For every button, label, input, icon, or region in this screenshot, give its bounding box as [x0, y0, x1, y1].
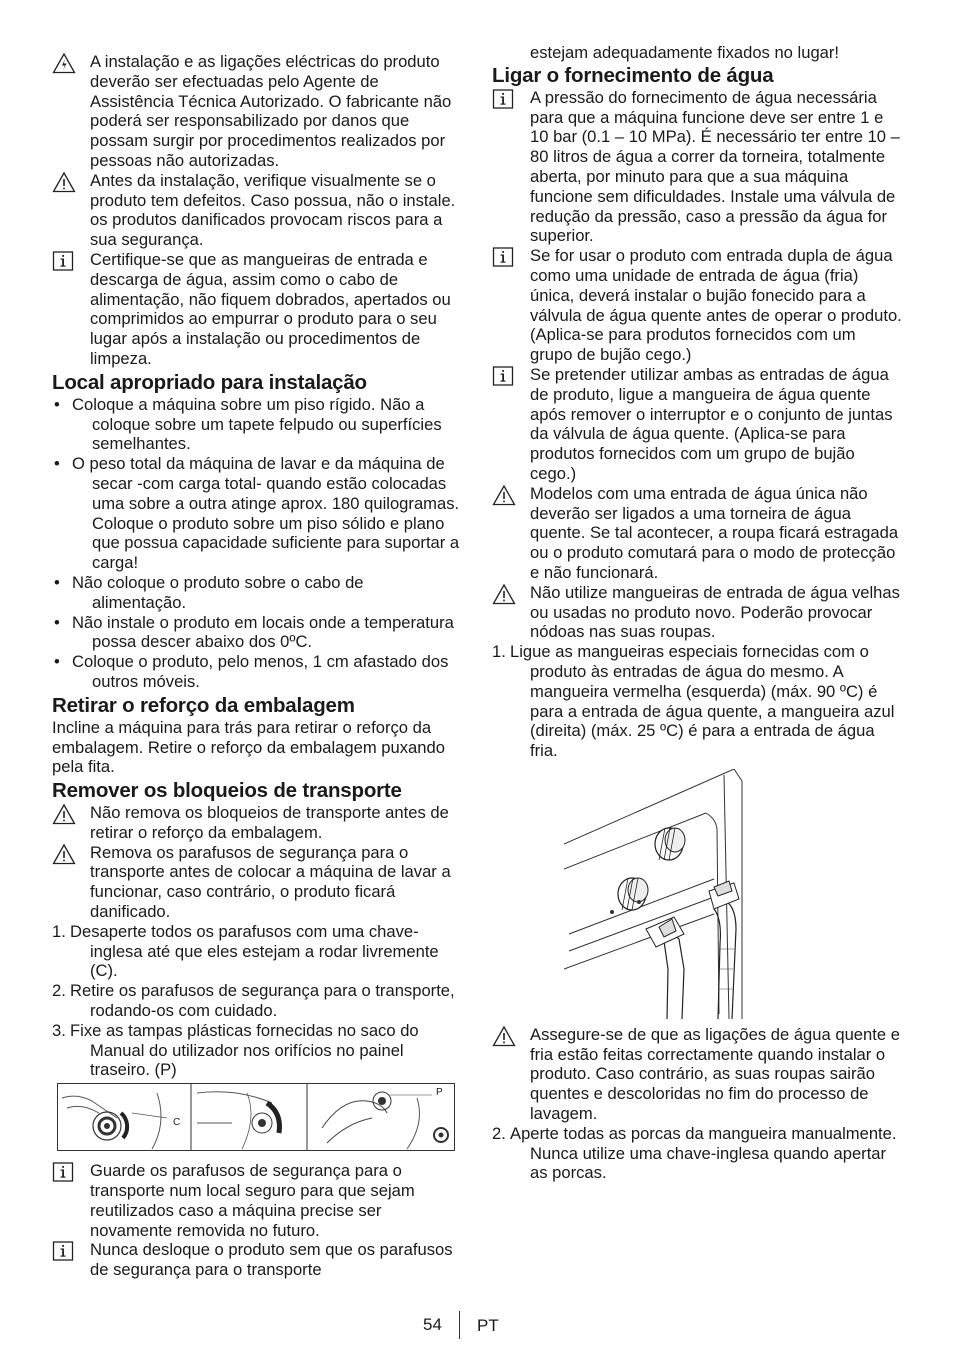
info-both-inlets [492, 365, 902, 484]
warning-text: Modelos com uma entrada de água única não deverão ser ligados a uma torneira de água quente. Se tal acontecer, a roupa ficará estragada ou o produto comutará para o modo de protecção e não funcionará. [530, 483, 899, 582]
info-dual-inlet [492, 246, 902, 365]
warning-text: Assegure-se de que as ligações de água quente e fria estão feitas correctamente quando instalar o produto. Caso contrário, as suas roupas sairão quentes e descoloridas no fim do processo de lavagem. [530, 1024, 900, 1124]
info-never-move [52, 1240, 462, 1280]
warning-bloqueios-1 [52, 803, 462, 843]
warning-icon [492, 1025, 530, 1047]
left-column [52, 52, 462, 1280]
step-item: 3. Fixe as tampas plásticas fornecidas no saco do Manual do utilizador nos orifícios no painel traseiro. (P) [52, 1020, 419, 1080]
list-item: • Coloque o produto, pelo menos, 1 cm afastado dos outros móveis. [54, 652, 449, 691]
step-item: 2. Retire os parafusos de segurança para o transporte, rodando-os com cuidado. [52, 981, 455, 1021]
info-icon [492, 365, 530, 387]
figure-label-c: C [173, 1117, 181, 1129]
info-text: Certifique-se que as mangueiras de entrada e descarga de água, assim como o cabo de alimentação, não fiquem dobrados, apertados ou comprimidos ao empurrar o produto para o seu lugar após a instalação ou procedimentos de limpeza. [90, 249, 451, 368]
step-item: 1. Desaperte todos os parafusos com uma chave-inglesa até que eles estejam a rodar livremente (C). [52, 921, 439, 981]
warning-bloqueios-2 [52, 843, 462, 922]
warning-lightning-icon [52, 52, 90, 74]
info-text: Se for usar o produto com entrada dupla de água como uma unidade de entrada de água (fria) única, deverá instalar o bujão fonecido para a válvula de água quente antes de operar o produto. (Aplica-se para produtos fornecidos com um grupo de bujão cego.) [530, 246, 902, 365]
warning-inspect [52, 171, 462, 250]
info-pressure [492, 88, 902, 246]
info-icon [492, 246, 530, 268]
heading-local: Local apropriado para instalação [52, 370, 367, 394]
heading-agua: Ligar o fornecimento de água [492, 63, 774, 87]
info-text: Guarde os parafusos de segurança para o transporte num local seguro para que sejam reutilizados caso a máquina precise ser novamente removida no futuro. [90, 1161, 415, 1240]
warning-text: Não utilize mangueiras de entrada de água velhas ou usadas no produto novo. Poderão provocar nódoas nas suas roupas. [530, 582, 900, 642]
reforco-text: Incline a máquina para trás para retirar o reforço da embalagem. Retire o reforço da embalagem puxando pela fita. [52, 717, 445, 777]
water-hoses-figure [564, 769, 744, 1019]
warning-text: A instalação e as ligações eléctricas do produto deverão ser efectuadas pelo Agente de Assistência Técnica Autorizado. O fabricante não poderá ser responsabilizado por danos que possam surgir por procedimentos realizados por pessoas não autorizadas. [90, 52, 452, 170]
info-text: Nunca desloque o produto sem que os parafusos de segurança para o transporte [90, 1240, 453, 1280]
warning-single-inlet [492, 484, 902, 583]
heading-bloqueios: Remover os bloqueios de transporte [52, 779, 402, 803]
continued-text: estejam adequadamente fixados no lugar! [530, 43, 840, 62]
info-store-bolts [52, 1161, 462, 1240]
warning-text: Não remova os bloqueios de transporte antes de retirar o reforço da embalagem. [90, 803, 449, 842]
heading-reforco: Retirar o reforço da embalagem [52, 693, 355, 717]
info-icon [52, 250, 90, 272]
page-footer [0, 1315, 954, 1339]
info-icon [52, 1240, 90, 1262]
transport-bolts-figure [57, 1083, 455, 1151]
step-item: 1. Ligue as mangueiras especiais fornecidas com o produto às entradas de água do mesmo. A mangueira vermelha (esquerda) (máx. 90 ºC) é para a entrada de água quente, a mangueira azul (direita) (máx. 25 ºC) é para a entrada de água fria. [492, 642, 895, 761]
warning-installation [52, 52, 462, 171]
warning-icon [492, 583, 530, 605]
warning-text: Antes da instalação, verifique visualmente se o produto tem defeitos. Caso possua, não o instale. os produtos danificados provocam riscos para a sua segurança. [90, 170, 456, 250]
info-icon [52, 1161, 90, 1183]
warning-text: Remova os parafusos de segurança para o transporte antes de colocar a máquina de lavar a funcionar, caso contrário, o produto ficará danificado. [90, 842, 451, 922]
warning-icon [52, 171, 90, 193]
warning-icon [52, 803, 90, 825]
language-code: PT [477, 1316, 499, 1335]
right-column [492, 43, 902, 1183]
warning-icon [52, 843, 90, 865]
warning-old-hoses [492, 583, 902, 642]
list-item: • Coloque a máquina sobre um piso rígido. Não a coloque sobre um tapete felpudo ou superfícies semelhantes. [54, 394, 442, 454]
list-item: • Não instale o produto em locais onde a temperatura possa descer abaixo dos 0ºC. [54, 612, 454, 652]
info-hoses [52, 250, 462, 369]
warning-icon [492, 484, 530, 506]
footer-divider [459, 1311, 460, 1339]
list-item: • O peso total da máquina de lavar e da máquina de secar -com carga total- quando estão colocadas uma sobre a outra atinge aprox. 180 quilogramas. Coloque o produto sobre um piso sólido e plano que possua capacidade suficiente para suportar a carga! [54, 454, 460, 573]
step-item: 2. Aperte todas as porcas da mangueira manualmente. Nunca utilize uma chave-inglesa quando apertar as porcas. [492, 1123, 897, 1183]
info-text: A pressão do fornecimento de água necessária para que a máquina funcione deve ser entre 1 e 10 bar (0.1 – 10 MPa). É necessário ter entre 10 – 80 litros de água a correr da torneira, totalmente aberta, por minuto para que a sua máquina funcione sem dificuldades. Instale uma válvula de redução da pressão, caso a pressão da água for superior. [530, 87, 900, 246]
page-number: 54 [423, 1315, 442, 1334]
figure-label-p: P [436, 1087, 443, 1099]
warning-connections [492, 1025, 902, 1124]
info-text: Se pretender utilizar ambas as entradas de água de produto, ligue a mangueira de água quente após remover o interruptor e o conjunto de juntas da válvula de água quente. (Aplica-se para produtos fornecidos com um grupo de bujão cego.) [530, 364, 893, 483]
info-icon [492, 88, 530, 110]
list-item: • Não coloque o produto sobre o cabo de alimentação. [54, 572, 364, 612]
